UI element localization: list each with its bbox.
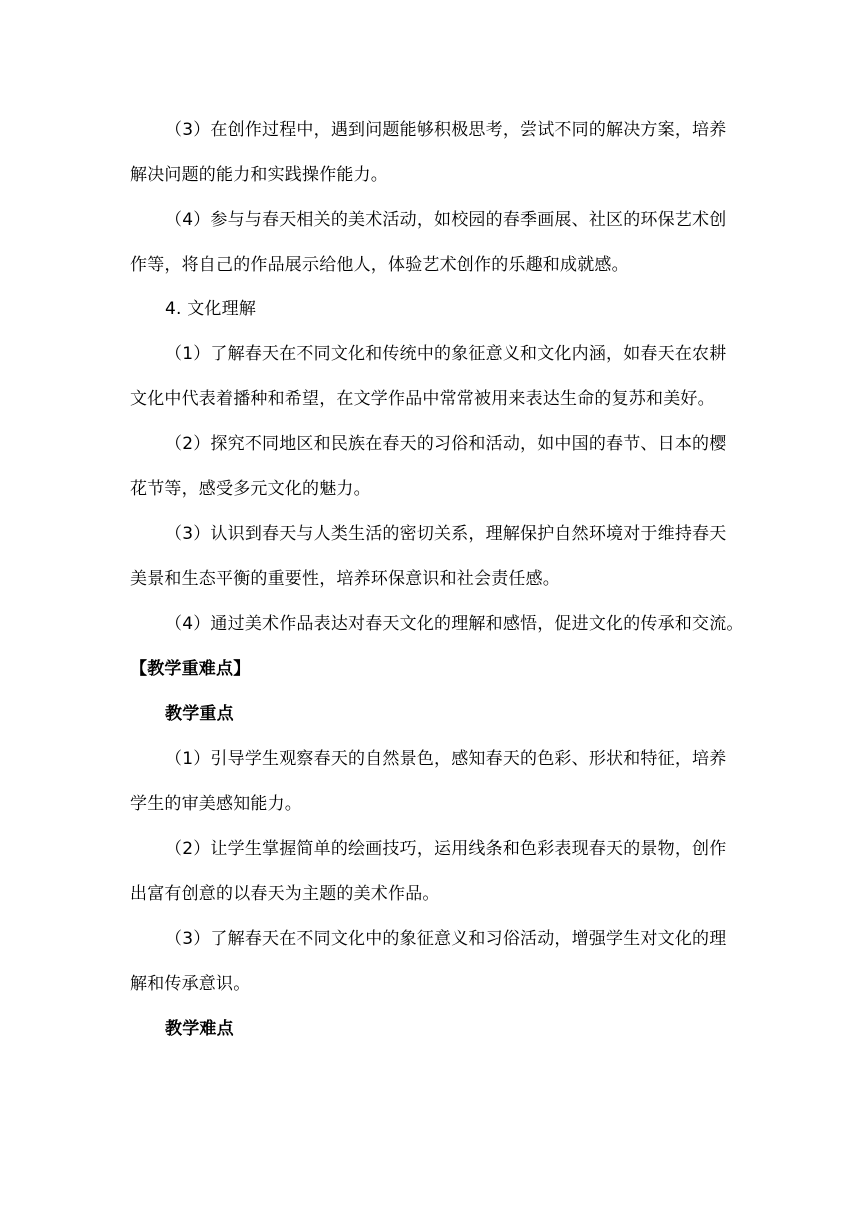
subsection-title: 教学重点 (165, 704, 234, 724)
paragraph-line: （4）参与与春天相关的美术活动，如校园的春季画展、社区的环保艺术创 (165, 210, 727, 230)
paragraph-line: （2）探究不同地区和民族在春天的习俗和活动，如中国的春节、日本的樱 (165, 434, 727, 454)
paragraph-line: 解和传承意识。 (130, 974, 251, 994)
paragraph-line: 作等，将自己的作品展示给他人，体验艺术创作的乐趣和成就感。 (130, 255, 629, 275)
paragraph-line: 文化中代表着播种和希望，在文学作品中常常被用来表达生命的复苏和美好。 (130, 389, 715, 409)
paragraph-line: （3）了解春天在不同文化中的象征意义和习俗活动，增强学生对文化的理 (165, 929, 727, 949)
subsection-title: 教学难点 (165, 1019, 234, 1039)
paragraph-line: 学生的审美感知能力。 (130, 794, 302, 814)
paragraph-line: （1）引导学生观察春天的自然景色，感知春天的色彩、形状和特征，培养 (165, 749, 727, 769)
paragraph-line: （1）了解春天在不同文化和传统中的象征意义和文化内涵，如春天在农耕 (165, 344, 727, 364)
paragraph-line: （2）让学生掌握简单的绘画技巧，运用线条和色彩表现春天的景物，创作 (165, 839, 727, 859)
paragraph-line: （3）认识到春天与人类生活的密切关系，理解保护自然环境对于维持春天 (165, 524, 727, 544)
paragraph-line: 美景和生态平衡的重要性，培养环保意识和社会责任感。 (130, 569, 560, 589)
paragraph-line: （3）在创作过程中，遇到问题能够积极思考，尝试不同的解决方案，培养 (165, 120, 727, 140)
paragraph-line: 花节等，感受多元文化的魅力。 (130, 479, 371, 499)
section-heading: 4. 文化理解 (165, 299, 257, 319)
paragraph-line: （4）通过美术作品表达对春天文化的理解和感悟，促进文化的传承和交流。 (165, 614, 744, 634)
paragraph-line: 出富有创意的以春天为主题的美术作品。 (130, 884, 440, 904)
section-title: 【教学重难点】 (130, 659, 251, 679)
paragraph-line: 解决问题的能力和实践操作能力。 (130, 165, 388, 185)
